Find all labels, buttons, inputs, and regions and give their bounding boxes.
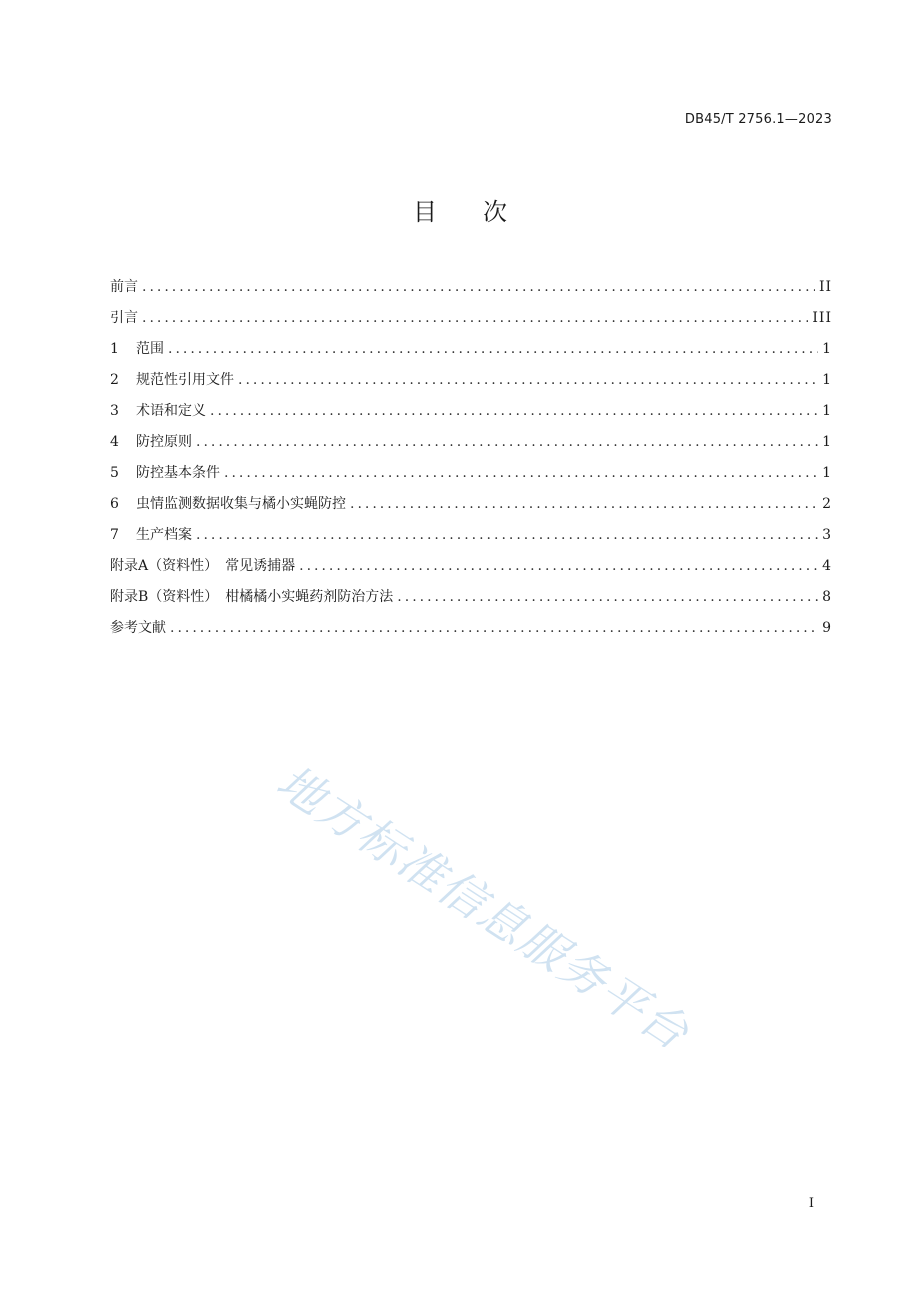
toc-leader-dots xyxy=(224,465,818,481)
toc-entry-number: 2 xyxy=(110,372,119,388)
toc-entry-label: 前言 xyxy=(110,279,138,295)
toc-entry-pest-monitoring[interactable] xyxy=(110,493,832,524)
toc-entry-page: 1 xyxy=(822,403,832,419)
toc-leader-dots xyxy=(168,341,818,357)
toc-entry-label: 范围 xyxy=(136,341,164,357)
page-number: I xyxy=(808,1196,814,1211)
toc-leader-dots xyxy=(142,279,815,295)
toc-entry-number: 3 xyxy=(110,403,119,419)
toc-entry-page: 9 xyxy=(822,620,832,636)
toc-leader-dots xyxy=(142,310,808,326)
toc-entry-label: 防控原则 xyxy=(136,434,192,450)
toc-entry-page: 1 xyxy=(822,465,832,481)
toc-entry-page: 3 xyxy=(822,527,832,543)
toc-entry-scope[interactable] xyxy=(110,338,832,369)
toc-entry-label: 术语和定义 xyxy=(136,403,206,419)
toc-entry-label: 生产档案 xyxy=(136,527,192,543)
toc-entry-label: 附录B（资料性） 柑橘橘小实蝇药剂防治方法 xyxy=(110,589,394,605)
toc-leader-dots xyxy=(170,620,818,636)
toc-entry-number: 4 xyxy=(110,434,119,450)
toc-entry-label: 虫情监测数据收集与橘小实蝇防控 xyxy=(136,496,346,512)
toc-entry-basic-conditions[interactable] xyxy=(110,462,832,493)
toc-entry-normative-references[interactable] xyxy=(110,369,832,400)
toc-title xyxy=(0,192,920,227)
toc-leader-dots xyxy=(397,589,818,605)
toc-entry-page: 4 xyxy=(822,558,832,574)
toc-entry-page: III xyxy=(812,310,832,326)
document-code: DB45/T 2756.1—2023 xyxy=(684,112,832,127)
toc-leader-dots xyxy=(210,403,818,419)
toc-entry-label: 引言 xyxy=(110,310,138,326)
toc-entry-label: 参考文献 xyxy=(110,620,166,636)
toc-entry-number: 6 xyxy=(110,496,119,512)
toc-entry-appendix-a[interactable] xyxy=(110,555,832,586)
toc-leader-dots xyxy=(196,527,818,543)
toc-entry-page: 2 xyxy=(822,496,832,512)
toc-entry-number: 7 xyxy=(110,527,119,543)
toc-entry-page: II xyxy=(818,279,832,295)
toc-title-char-1: 目 xyxy=(413,198,437,226)
toc-entry-foreword[interactable] xyxy=(110,276,832,307)
toc-entry-terms-definitions[interactable] xyxy=(110,400,832,431)
toc-title-char-2: 次 xyxy=(483,198,507,226)
toc-entry-page: 1 xyxy=(822,372,832,388)
toc-leader-dots xyxy=(299,558,818,574)
toc-entry-page: 1 xyxy=(822,434,832,450)
toc-entry-label: 附录A（资料性） 常见诱捕器 xyxy=(110,558,296,574)
toc-entry-production-records[interactable] xyxy=(110,524,832,555)
toc-leader-dots xyxy=(238,372,818,388)
toc-leader-dots xyxy=(350,496,818,512)
toc-entry-number: 1 xyxy=(110,341,119,357)
toc-leader-dots xyxy=(196,434,818,450)
toc-entry-label: 规范性引用文件 xyxy=(136,372,234,388)
toc-entry-label: 防控基本条件 xyxy=(136,465,220,481)
table-of-contents xyxy=(110,276,832,648)
toc-entry-appendix-b[interactable] xyxy=(110,586,832,617)
toc-entry-introduction[interactable] xyxy=(110,307,832,338)
toc-entry-page: 8 xyxy=(822,589,832,605)
toc-entry-control-principles[interactable] xyxy=(110,431,832,462)
toc-entry-page: 1 xyxy=(822,341,832,357)
toc-entry-number: 5 xyxy=(110,465,119,481)
toc-entry-bibliography[interactable] xyxy=(110,617,832,648)
watermark: 地方标准信息服务平台 xyxy=(267,754,700,1061)
